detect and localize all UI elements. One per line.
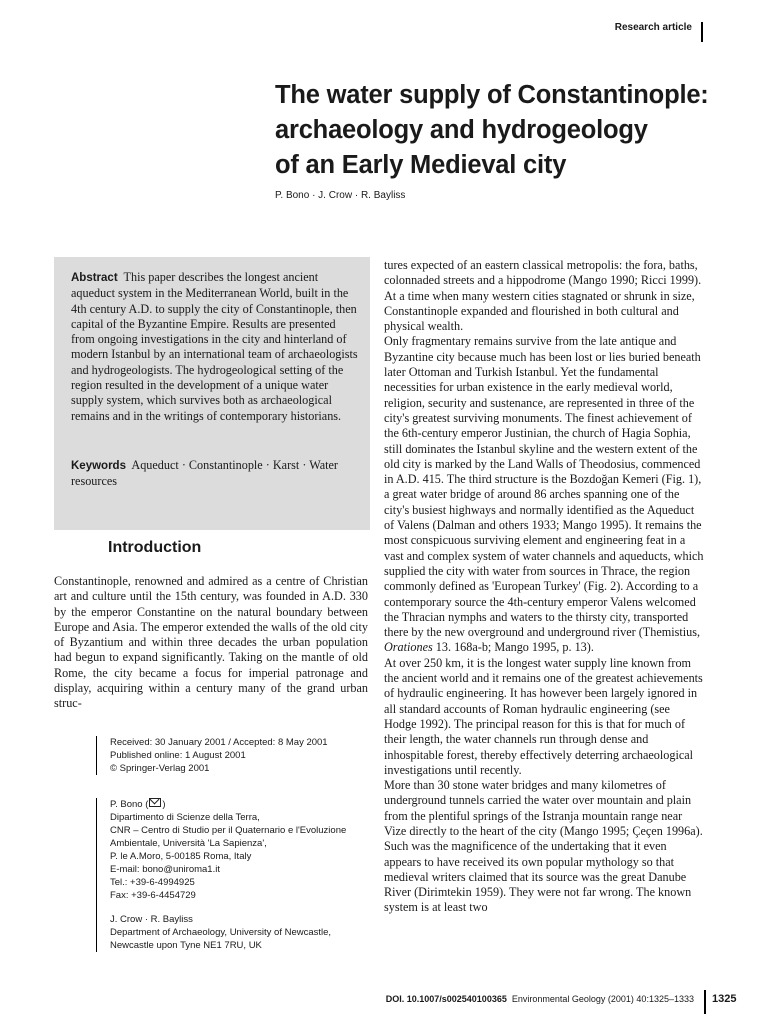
abstract <box>71 270 361 424</box>
doi: DOI. 10.1007/s002540100365 <box>385 994 507 1004</box>
paragraph-text: Only fragmentary remains survive from the late antique and Byzantine city because much has been lost or lies buried beneath later Ottoman and Turkish Istanbul. Yet the fundamental necessities for urban existence in the early medieval world, religion, security and sustenance, are represented in three of the city's greatest surviving monuments. The finest achievement of the 6th-century emperor Justinian, the church of Hagia Sophia, still dominates the Istanbul skyline and the western extent of the old city is marked by the Land Walls of Theodosius, commenced in A.D. 415. The third structure is the Bozdoğan Kemeri (Fig. 1), a great water bridge of around 86 arches spanning one of the city's busiest highways and normally identified as the Aqueduct of Valens (Dalman and others 1933; Mango 1995). It remains the most conspicuous surviving element and engineering feat in a vast and complex system of water channels and aqueducts, which supplied the city with water from sources in Thrace, the region commonly defined as 'European Turkey' (Fig. 2). According to a contemporary source the 4th-century emperor Valens welcomed the Thracian nymphs and waters to the thirsty city, transported there by the new overground and underground river (Themistius, <box>384 334 704 640</box>
received-line: Received: 30 January 2001 / Accepted: 8 May 2001 <box>110 737 328 748</box>
body-column-right <box>384 258 704 916</box>
paragraph-text: 13. 168a-b; Mango 1995, p. 13). <box>435 640 594 655</box>
citation-title: Orationes <box>384 640 433 655</box>
header-rule <box>701 22 703 42</box>
affiliation-line: P. le A.Moro, 5-00185 Roma, Italy <box>110 851 252 862</box>
title-line-3: of an Early Medieval city <box>275 151 567 179</box>
section-heading-introduction: Introduction <box>108 539 202 556</box>
affiliation-line: Ambientale, Università 'La Sapienza', <box>110 838 267 849</box>
paper-title <box>275 78 745 183</box>
corresponding-author: P. Bono <box>110 799 143 810</box>
footer-citation <box>384 994 694 1004</box>
article-type: Research article <box>614 22 692 33</box>
affiliation-line: Dipartimento di Scienze della Terra, <box>110 812 260 823</box>
abstract-box <box>54 257 370 530</box>
contact-info: P. Bono ( ) Dipartimento di Scienze della Terra, CNR – Centro di Studio per il Quaternario e l'Evoluzione Ambientale, Università 'La Sapienza', P. le A.Moro, 5-00185 Roma, Italy E-mail: bono@uniroma1.it Tel.: +39-6-4994925 Fax: +39-6-4454729 J. Crow · R. Bayliss Department of Archaeology, University of Newcastle, Newcastle upon Tyne NE1 7RU, UK <box>96 798 346 952</box>
envelope-icon <box>149 798 161 807</box>
published-line: Published online: 1 August 2001 <box>110 750 246 761</box>
footer-rule <box>704 990 706 1014</box>
paragraph: tures expected of an eastern classical metropolis: the fora, baths, colonnaded streets and a hippodrome (Mango 1990; Ricci 1999). At a time when many western cities stagnated or shrunk in size, Constantinople expanded and flourished in both cultural and physical wealth. <box>384 258 702 334</box>
affiliation-line: Department of Archaeology, University of Newcastle, <box>110 927 332 938</box>
paragraph: More than 30 stone water bridges and many kilometres of underground tunnels carried the water over mountain and plain from the plentiful springs of the Istranja mountain range near Vize directly to the heart of the city (Mango 1995; Çeçen 1996a). Such was the magnificence of the undertaking that it even appears to have received its own popular mythology so that medieval writers claimed that its source was the great Danube River (Dirimtekin 1959). They were not far wrong. The known system is at least two <box>384 778 703 915</box>
journal-ref: Environmental Geology (2001) 40:1325–1333 <box>511 994 694 1004</box>
page-number: 1325 <box>712 993 737 1005</box>
copyright-line: © Springer-Verlag 2001 <box>110 763 210 774</box>
paragraph: At over 250 km, it is the longest water supply line known from the ancient world and it remains one of the greatest achievements of hydraulic engineering. It has however been largely ignored in all standard accounts of Roman hydraulic engineering (see Hodge 1992). The principal reason for this is that for much of their length, the water channels run through dense and inhospitable forest, thereby effectively deterring archaeological investigations until recently. <box>384 655 703 777</box>
paragraph <box>384 334 704 655</box>
title-line-1: The water supply of Constantinople: <box>275 81 709 109</box>
abstract-label: Abstract <box>71 272 118 284</box>
keywords-label: Keywords <box>71 460 126 472</box>
keywords <box>71 458 361 490</box>
author-list: P. Bono · J. Crow · R. Bayliss <box>275 190 406 201</box>
coauthors: J. Crow · R. Bayliss <box>110 914 193 925</box>
abstract-text: This paper describes the longest ancient aqueduct system in the Mediterranean World, built in the 4th century A.D. to supply the city of Constantinople, then capital of the Byzantine Empire. Results are presented from ongoing investigations in the city and hinterland of modern Istanbul by an international team of archaeologists and hydrogeologists. The hydrogeological setting of the region resulted in the development of a unique water supply system, which survives both as archaeological remains and in the writings of contemporary historians. <box>71 270 358 423</box>
affiliation-line: Newcastle upon Tyne NE1 7RU, UK <box>110 940 262 951</box>
introduction-text: Constantinople, renowned and admired as a centre of Christian art and culture until the 15th century, was founded in A.D. 330 by the emperor Constantine on the natural boundary between Europe and Asia. The emperor extended the walls of the old city of Byzantium and within three decades the urban population had begun to expand significantly. Taking on the mantle of old Rome, the city became a focus for imperial patronage and display, acquiring within a century many of the grand urban struc- <box>54 574 368 711</box>
tel-line: Tel.: +39-6-4994925 <box>110 877 195 888</box>
title-line-2: archaeology and hydrogeology <box>275 116 648 144</box>
affiliation-line: CNR – Centro di Studio per il Quaternario e l'Evoluzione <box>110 825 347 836</box>
received-dates <box>96 736 328 775</box>
fax-line: Fax: +39-6-4454729 <box>110 890 196 901</box>
email-line: E-mail: bono@uniroma1.it <box>110 864 220 875</box>
keywords-text: Aqueduct · Constantinople · Karst · Water resources <box>71 458 338 489</box>
